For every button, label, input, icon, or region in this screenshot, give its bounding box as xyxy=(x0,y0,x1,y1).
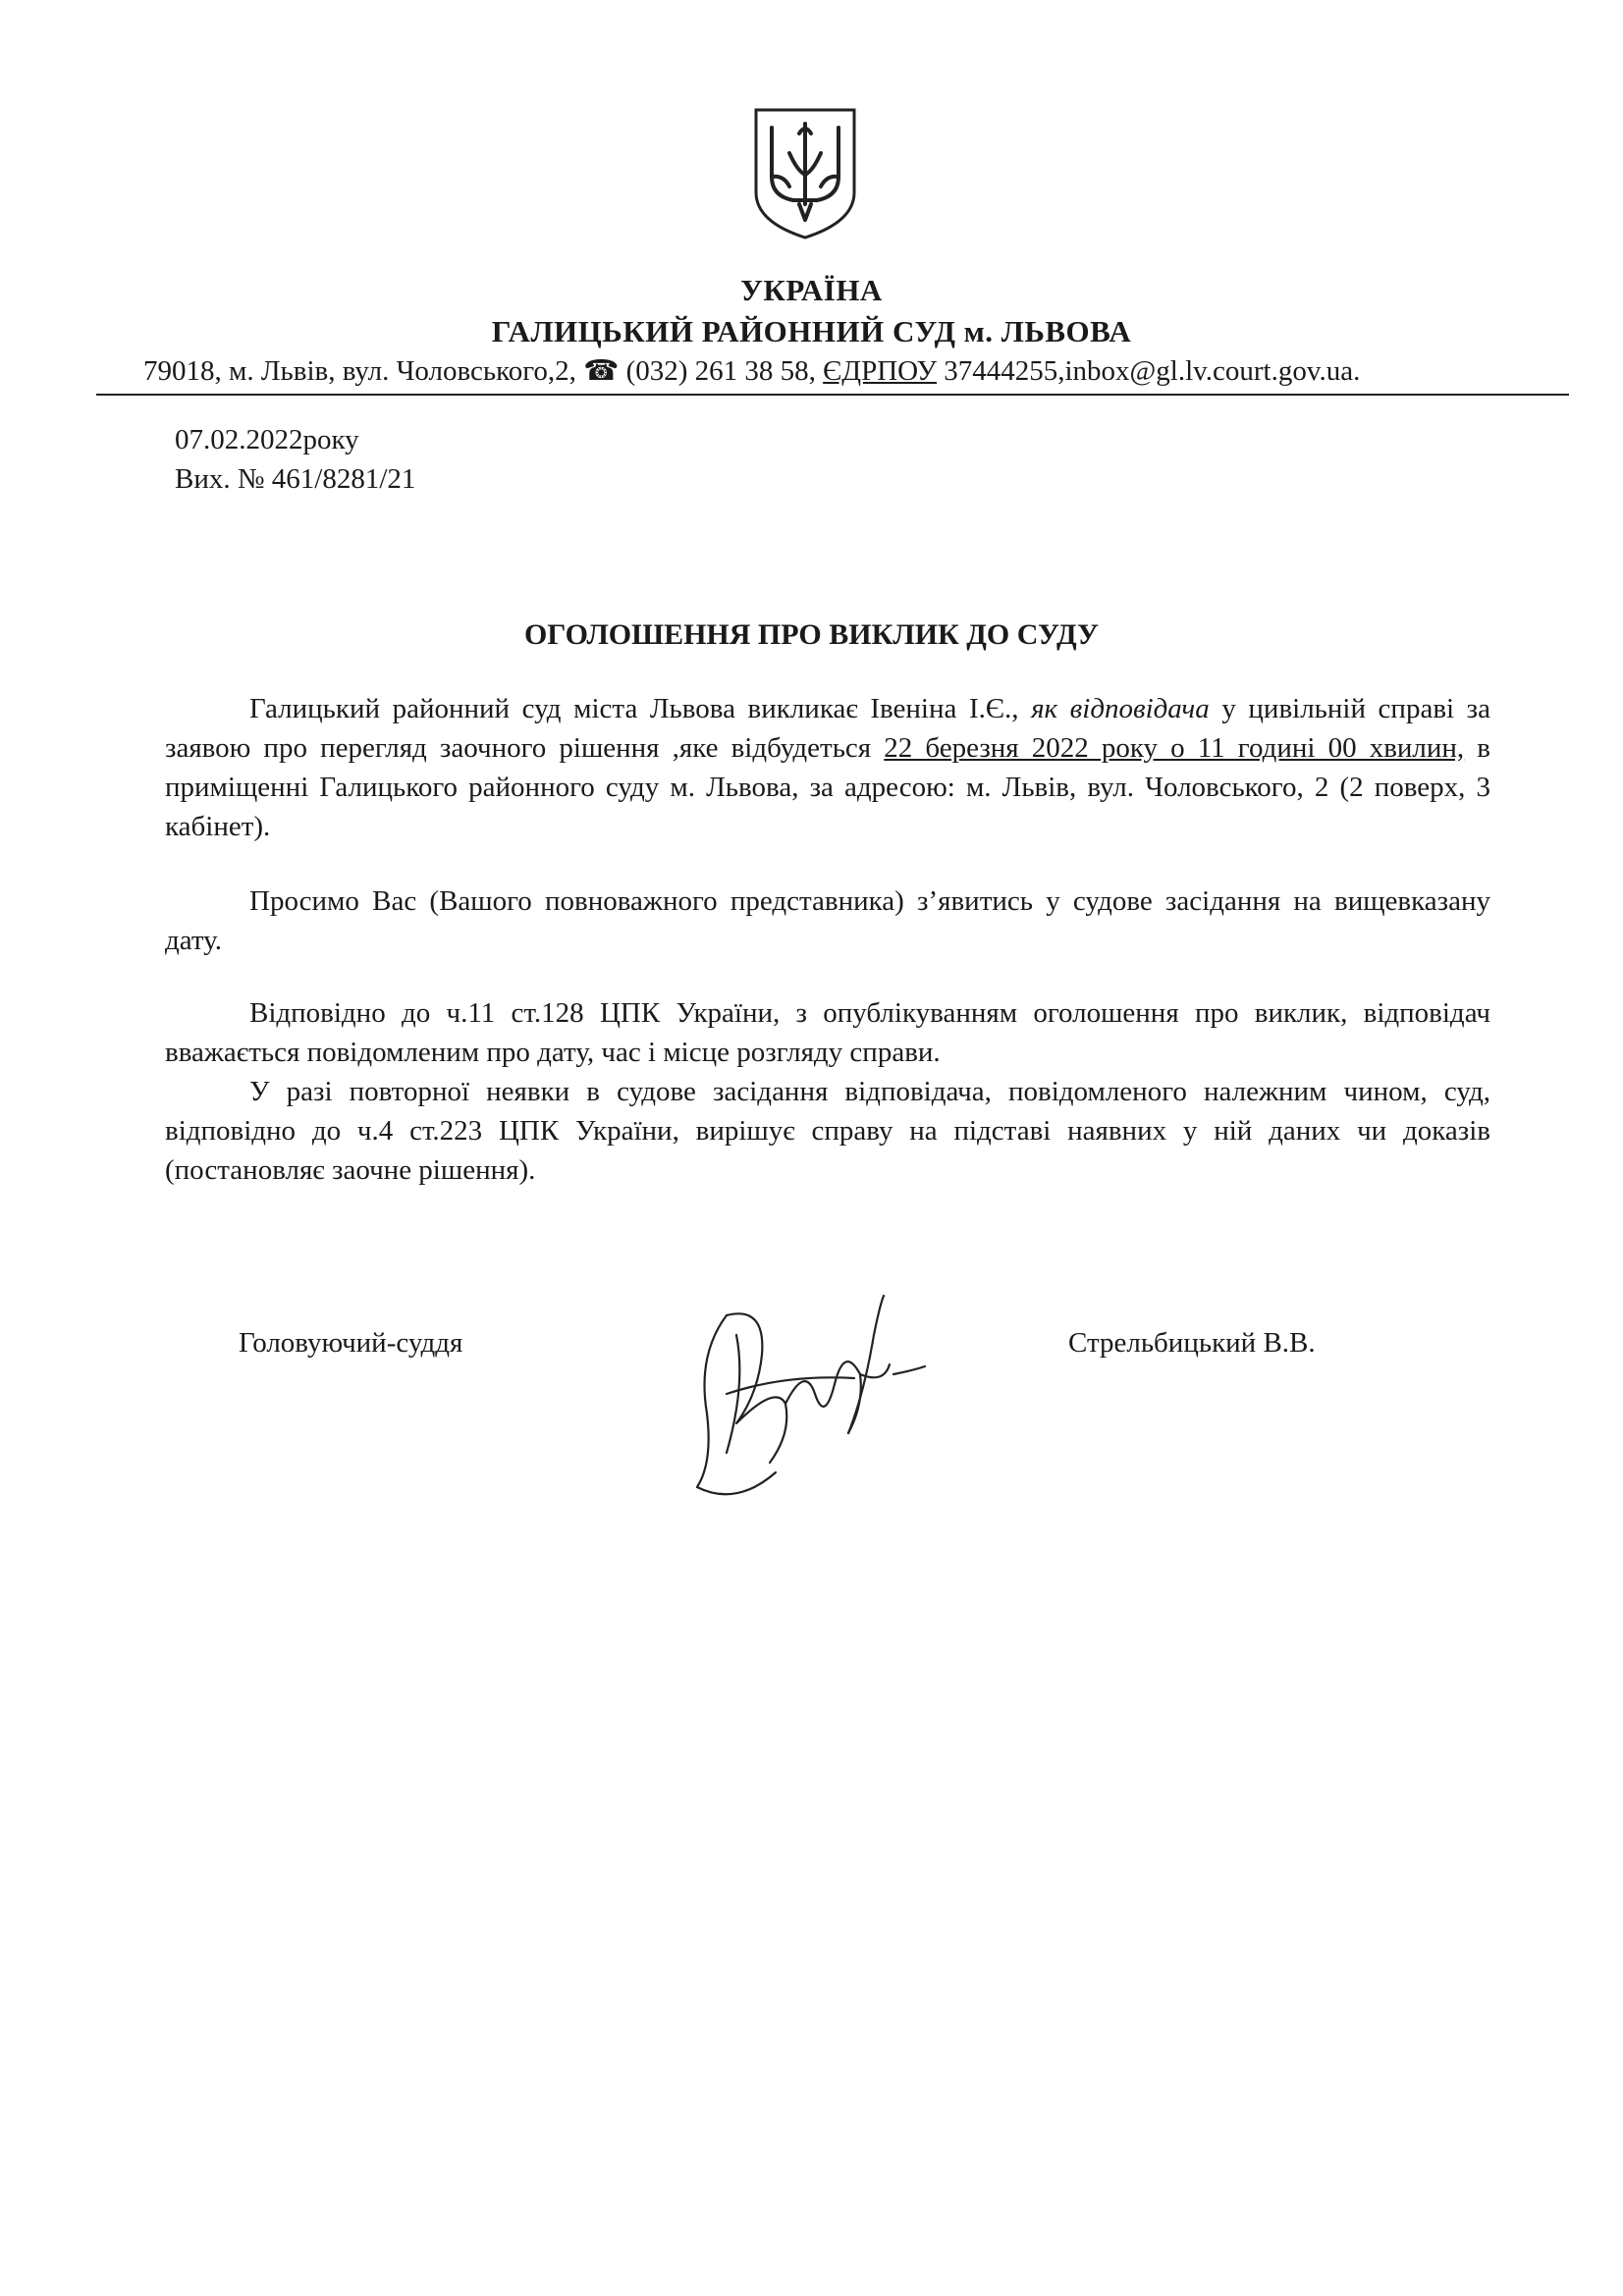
signatory-name: Стрельбицький В.В. xyxy=(1068,1327,1316,1359)
p4-text: У разі повторної неявки в судове засідання відповідача, повідомленого належним чином, суд, відповідно до ч.4 ст.223 ЦПК України, вирішує справу на підставі наявних у ній даних чи доказів (постановляє заочне рішення). xyxy=(165,1076,1490,1186)
paragraph-notice xyxy=(165,993,1490,1072)
p1-text-b: у цивільній справі за заявою про перегляд заочного рішення ,яке відбудеться xyxy=(165,693,1490,764)
court-address: 79018, м. Львів, вул. Чоловського,2, xyxy=(143,355,584,387)
document-title: ОГОЛОШЕННЯ ПРО ВИКЛИК ДО СУДУ xyxy=(523,618,1100,651)
header-divider xyxy=(96,394,1569,396)
p3-text: Відповідно до ч.11 ст.128 ЦПК України, з опублікуванням оголошення про виклик, відповідач вважається повідомленим про дату, час і місце розгляду справи. xyxy=(165,997,1490,1068)
phone-icon: ☎ xyxy=(583,355,620,387)
header-country: УКРАЇНА xyxy=(740,273,883,307)
p1-text-a: Галицький районний суд міста Львова викликає Івеніна І.Є., xyxy=(249,693,1032,724)
header-court-name: ГАЛИЦЬКИЙ РАЙОННИЙ СУД м. ЛЬВОВА xyxy=(491,314,1132,348)
signatory-role: Головуючий-суддя xyxy=(239,1327,463,1359)
coat-of-arms-icon xyxy=(750,106,860,241)
document-date: 07.02.2022року xyxy=(175,424,359,455)
edrpou-and-email: 37444255,inbox@gl.lv.court.gov.ua. xyxy=(937,355,1361,387)
edrpou-label: ЄДРПОУ xyxy=(823,355,937,387)
p1-role: як відповідача xyxy=(1031,693,1210,724)
paragraph-consequence xyxy=(165,1072,1490,1190)
paragraph-request xyxy=(165,881,1490,960)
handwritten-signature xyxy=(668,1276,933,1512)
hearing-datetime: 22 березня 2022 року о 11 годині 00 хвилин, xyxy=(884,732,1465,764)
p1-text-c: в приміщенні Галицького районного суду м. Львова, за адресою: м. Львів, вул. Чоловського, 2 (2 поверх, 3 кабінет). xyxy=(165,732,1490,842)
p2-text: Просимо Вас (Вашого повноважного представника) з’явитись у судове засідання на вищевказану дату. xyxy=(165,885,1490,956)
header-contacts xyxy=(143,353,1360,388)
court-phone: (032) 261 38 58, xyxy=(619,355,824,387)
paragraph-summons xyxy=(165,689,1490,846)
outgoing-number: Вих. № 461/8281/21 xyxy=(175,463,416,495)
